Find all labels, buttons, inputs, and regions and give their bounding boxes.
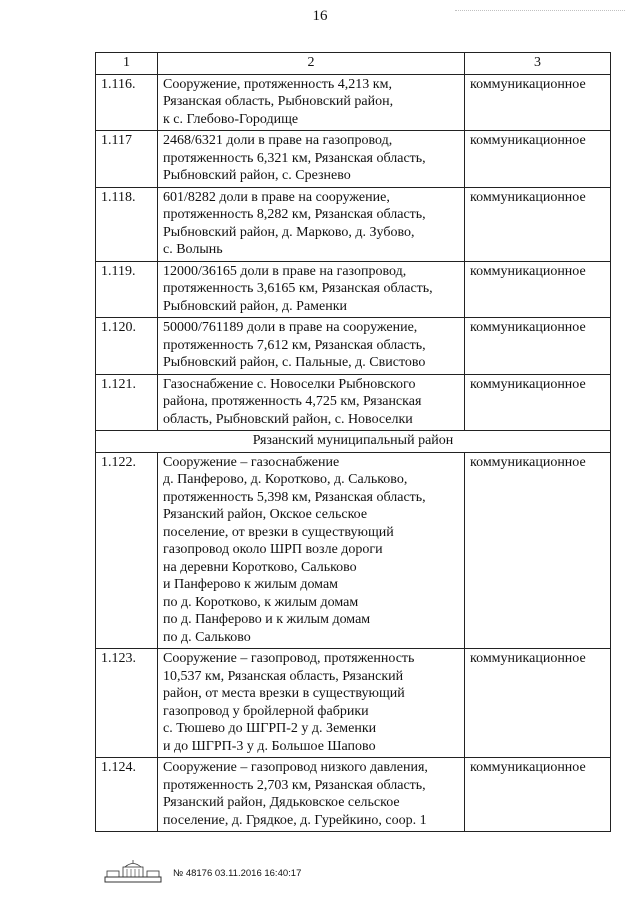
item-type: коммуникационное xyxy=(465,318,611,375)
item-type: коммуникационное xyxy=(465,649,611,758)
page-number: 16 xyxy=(312,8,328,24)
table-row xyxy=(96,649,611,758)
table-row xyxy=(96,261,611,318)
document-footer xyxy=(103,857,301,883)
section-row xyxy=(96,431,611,453)
property-table xyxy=(95,52,611,832)
item-number: 1.119. xyxy=(96,261,158,318)
item-description: Сооружение – газопровод низкого давления, протяженность 2,703 км, Рязанская область, Рязанский район, Дядьковское сельское поселение, д. Грядкое, д. Гурейкино, соор. 1 xyxy=(158,758,465,832)
table-row xyxy=(96,318,611,375)
column-header: 3 xyxy=(465,53,611,75)
item-number: 1.120. xyxy=(96,318,158,375)
item-number: 1.117 xyxy=(96,131,158,188)
item-number: 1.123. xyxy=(96,649,158,758)
registry-logo-icon xyxy=(103,859,163,883)
item-number: 1.121. xyxy=(96,374,158,431)
item-number: 1.122. xyxy=(96,452,158,649)
item-type: коммуникационное xyxy=(465,187,611,261)
table-row xyxy=(96,131,611,188)
item-type: коммуникационное xyxy=(465,74,611,131)
item-type: коммуникационное xyxy=(465,131,611,188)
item-description: 601/8282 доли в праве на сооружение, протяженность 8,282 км, Рязанская область, Рыбновский район, д. Марково, д. Зубово, с. Волынь xyxy=(158,187,465,261)
column-header: 1 xyxy=(96,53,158,75)
item-type: коммуникационное xyxy=(465,452,611,649)
item-number: 1.116. xyxy=(96,74,158,131)
item-type: коммуникационное xyxy=(465,758,611,832)
item-description: 12000/36165 доли в праве на газопровод, протяженность 3,6165 км, Рязанская область, Рыбновский район, д. Раменки xyxy=(158,261,465,318)
table-row xyxy=(96,187,611,261)
column-header: 2 xyxy=(158,53,465,75)
item-description: 2468/6321 доли в праве на газопровод, протяженность 6,321 км, Рязанская область, Рыбновский район, с. Срезнево xyxy=(158,131,465,188)
item-type: коммуникационное xyxy=(465,261,611,318)
section-title: Рязанский муниципальный район xyxy=(96,431,611,453)
item-number: 1.118. xyxy=(96,187,158,261)
header-scan-marks xyxy=(455,10,625,17)
item-description: Сооружение, протяженность 4,213 км, Рязанская область, Рыбновский район, к с. Глебово-Городище xyxy=(158,74,465,131)
item-type: коммуникационное xyxy=(465,374,611,431)
item-description: Сооружение – газопровод, протяженность 10,537 км, Рязанская область, Рязанский район, от места врезки в существующий газопровод у бройлерной фабрики с. Тюшево до ШГРП-2 у д. Земенки и до ШГРП-3 у д. Большое Шапово xyxy=(158,649,465,758)
table-row xyxy=(96,74,611,131)
registration-stamp: № 48176 03.11.2016 16:40:17 xyxy=(173,868,302,879)
item-description: Сооружение – газоснабжение д. Панферово, д. Коротково, д. Сальково, протяженность 5,398 км, Рязанская область, Рязанский район, Окское сельское поселение, от врезки в существующий газопровод около ШРП возле дороги на деревни Коротково, Сальково и Панферово к жилым домам по д. Коротково, к жилым домам по д. Панферово и к жилым домам по д. Сальково xyxy=(158,452,465,649)
item-description: Газоснабжение с. Новоселки Рыбновского района, протяженность 4,725 км, Рязанская область, Рыбновский район, с. Новоселки xyxy=(158,374,465,431)
table-row xyxy=(96,452,611,649)
table-row xyxy=(96,374,611,431)
item-description: 50000/761189 доли в праве на сооружение, протяженность 7,612 км, Рязанская область, Рыбновский район, с. Пальные, д. Свистово xyxy=(158,318,465,375)
item-number: 1.124. xyxy=(96,758,158,832)
table-row xyxy=(96,758,611,832)
table-header-row xyxy=(96,53,611,75)
